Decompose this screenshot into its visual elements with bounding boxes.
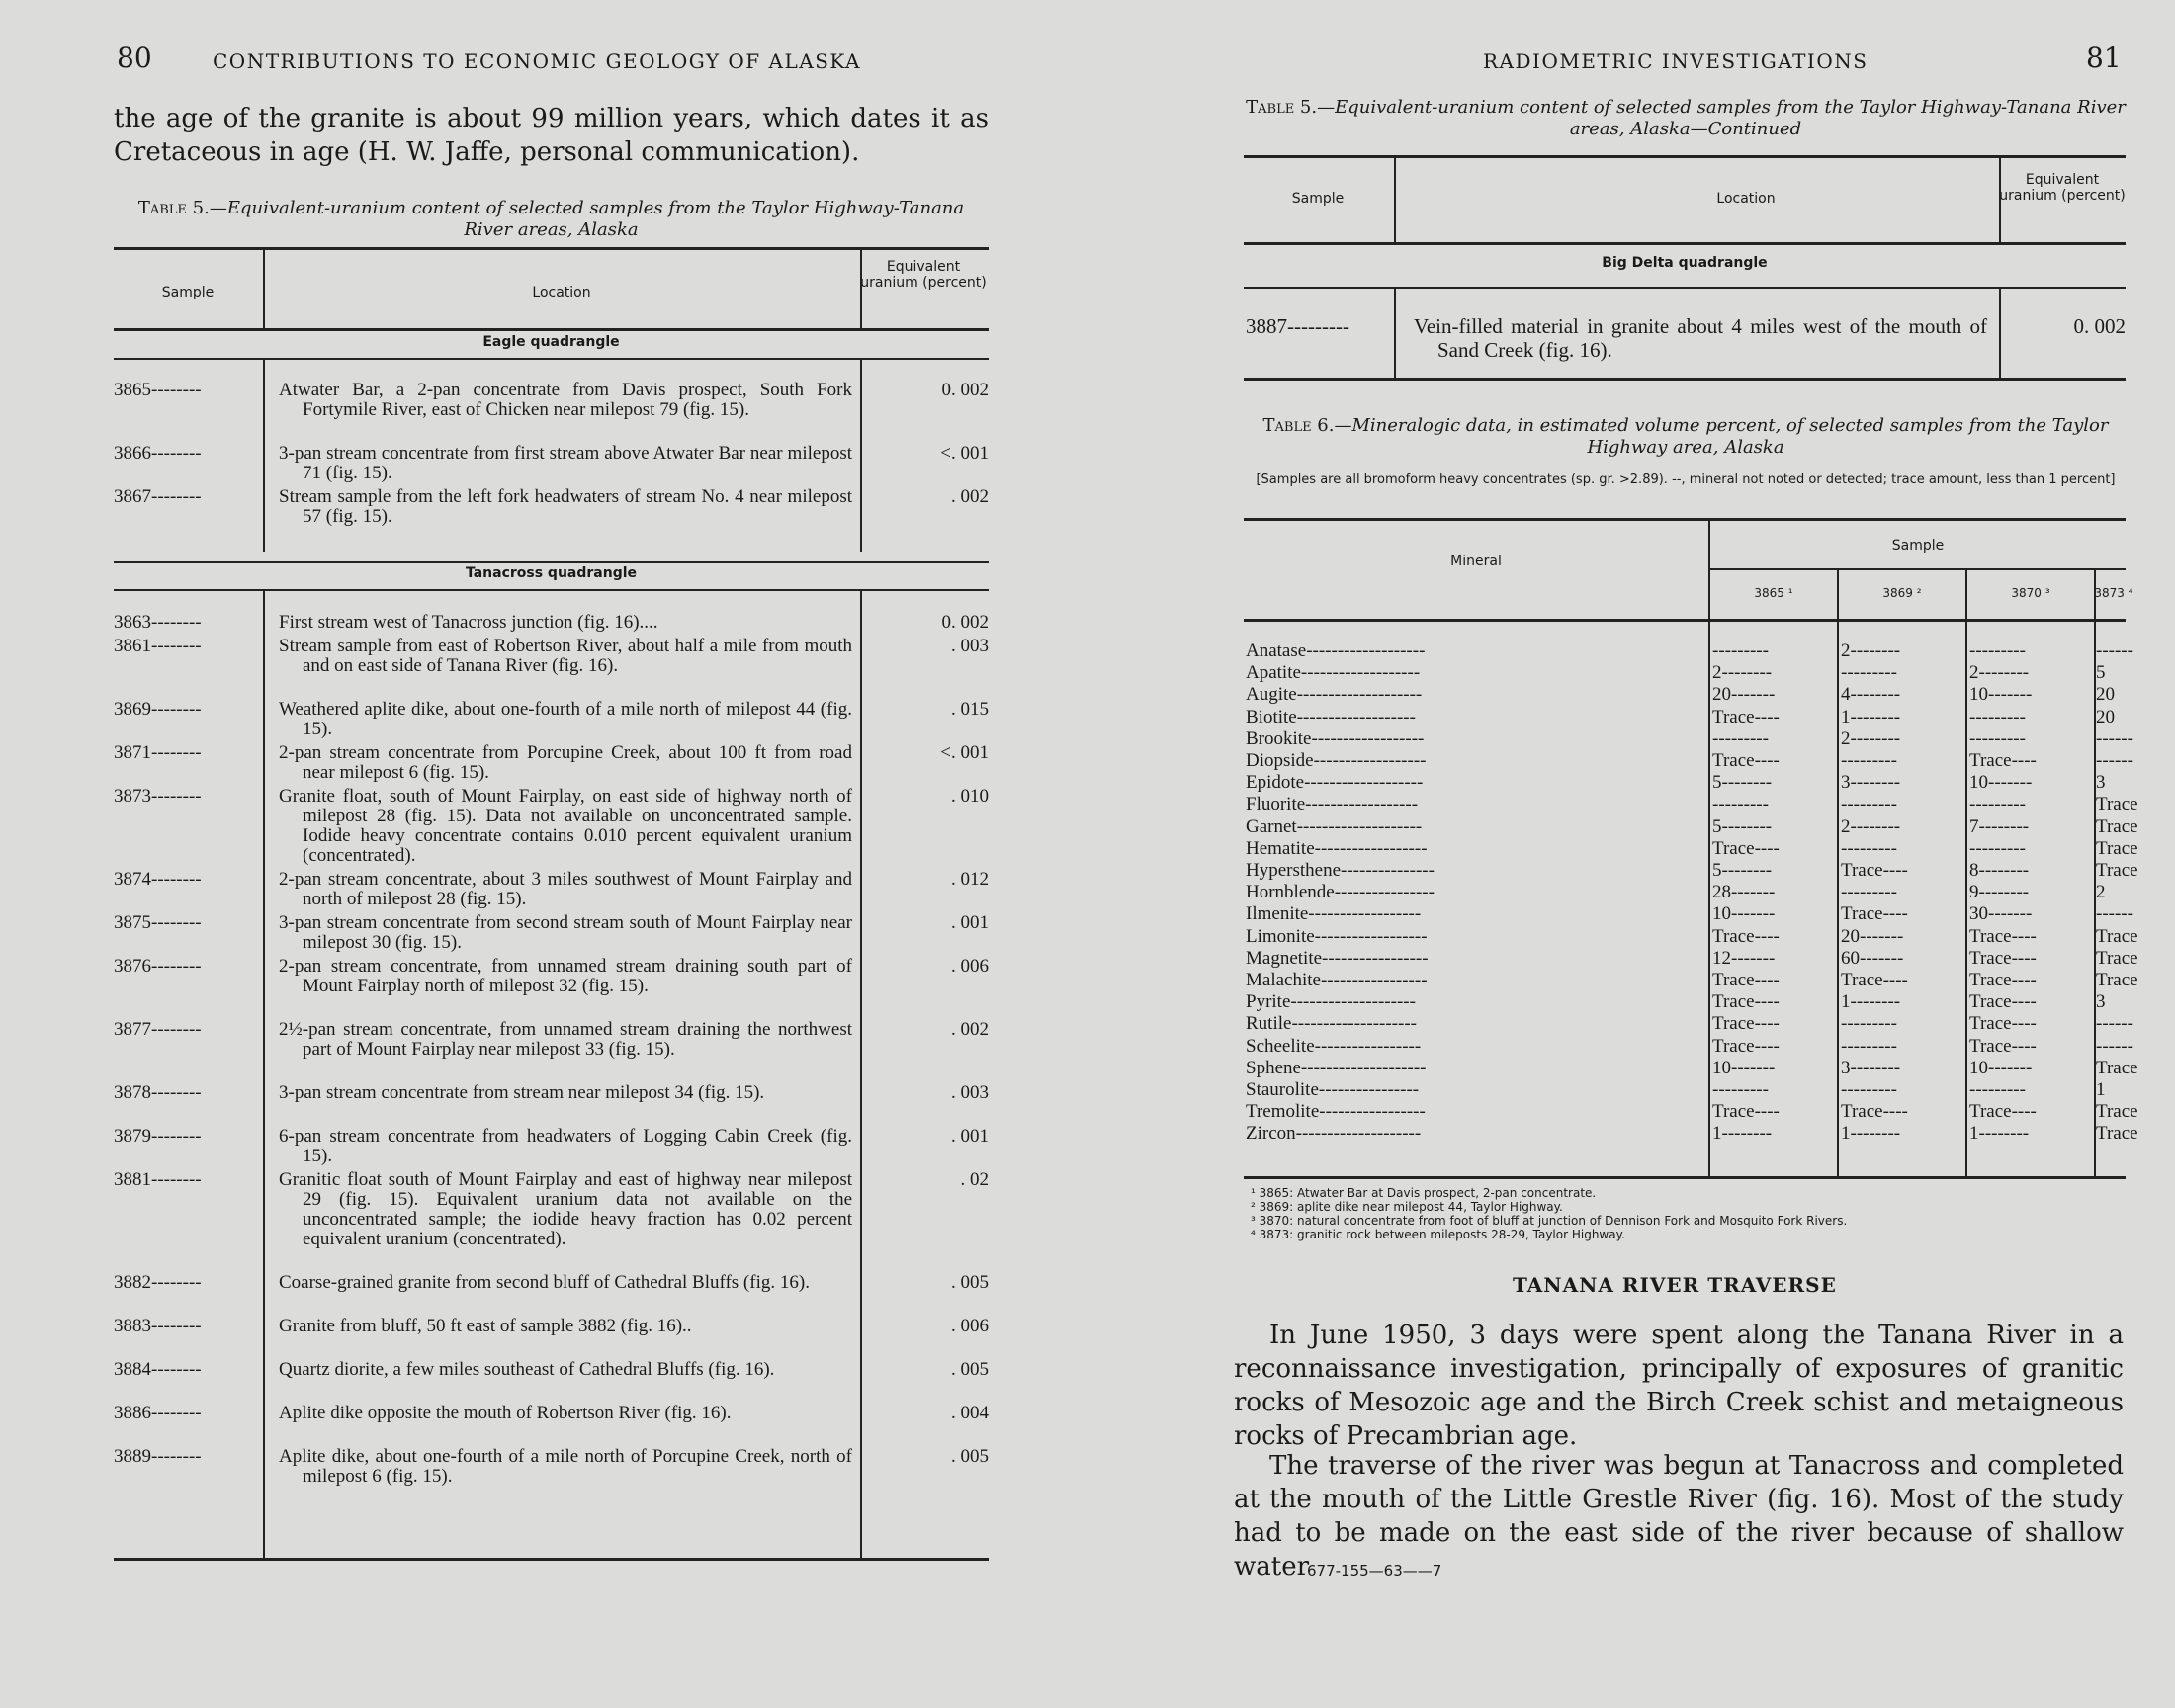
footnote: ² 3869: aplite dike near milepost 44, Taylor Highway.: [1251, 1200, 1563, 1214]
sample-id: 3867--------: [114, 486, 202, 507]
location-text: 3-pan stream concentrate from stream near milepost 34 (fig. 15).: [279, 1082, 765, 1103]
mineral-name: Brookite------------------: [1246, 727, 1425, 749]
mineral-value: 20-------: [1841, 925, 1904, 947]
paragraph-1: In June 1950, 3 days were spent along the Tanana River in a reconnaissance investigation, principally of exposures of granitic rocks of Mesozoic age and the Birch Creek schist and metaigneous rocks of Precambrian age.: [1234, 1321, 2124, 1451]
table-bottom-rule: [1244, 1176, 2126, 1179]
section-big-delta: Big Delta quadrangle: [1602, 255, 1768, 271]
section-rule: [114, 589, 989, 591]
mineral-value: 3--------: [1841, 1057, 1901, 1078]
mineral-value: ------: [2096, 640, 2133, 661]
mineral-value: ---------: [1712, 1079, 1769, 1100]
location-text: Quartz diorite, a few miles southeast of Cathedral Bluffs (fig. 16).: [279, 1359, 775, 1380]
location-text: 2-pan stream concentrate from Porcupine Creek, about 100 ft from road near milepost 6 (fig. 15).: [279, 742, 852, 783]
location-text-content: Vein-filled material in granite about 4 miles west of the mouth of Sand Creek (fig. 16).: [1414, 314, 1987, 362]
mineral-value: 1: [2096, 1079, 2106, 1100]
mineral-value: ---------: [1841, 662, 1897, 684]
sample-id: 3884--------: [114, 1359, 202, 1380]
value-text: 0. 002: [941, 380, 989, 400]
mineral-value: 4--------: [1841, 684, 1901, 706]
right-page: [1088, 0, 2175, 1708]
sample-id: 3878--------: [114, 1082, 202, 1103]
mineral-value: Trace----: [1969, 970, 2037, 990]
table-bottom-rule: [1244, 378, 2126, 381]
mineral-name: Diopside------------------: [1246, 750, 1427, 771]
mineral-name: Hornblende----------------: [1246, 882, 1435, 903]
value-text: . 003: [951, 1082, 989, 1103]
mineral-row: [1246, 772, 2126, 794]
mineral-value: Trace----: [1969, 750, 2037, 771]
mineral-value: Trace: [2096, 794, 2138, 815]
table5-continued-caption: [1246, 97, 2126, 140]
value-text: . 003: [951, 636, 989, 656]
table5-continued-caption-text: —Equivalent-uranium content of selected samples from the Taylor Highway-Tanana River areas, Alaska—Continued: [1317, 97, 2126, 139]
value-text: . 001: [951, 1126, 989, 1147]
col-divider: [860, 589, 862, 1558]
mineral-value: 2: [2096, 882, 2106, 903]
mineral-value: 10-------: [1712, 903, 1776, 925]
sample-id-text: 3887: [1246, 314, 1287, 338]
mineral-value: 10-------: [1969, 772, 2033, 794]
mineral-value: Trace: [2096, 947, 2138, 969]
table-top-rule: [114, 247, 989, 250]
location-text: Granite from bluff, 50 ft east of sample 3882 (fig. 16)..: [279, 1316, 692, 1336]
sample-id: 3887---------: [1246, 314, 1349, 338]
mineral-name: Augite--------------------: [1246, 684, 1423, 706]
col-divider: [1394, 287, 1396, 378]
mineral-name: Limonite------------------: [1246, 925, 1428, 947]
section-tanacross: Tanacross quadrangle: [465, 565, 638, 581]
running-head: CONTRIBUTIONS TO ECONOMIC GEOLOGY OF ALASKA: [213, 49, 861, 73]
col-header-3870: 3870 ³: [2011, 586, 2050, 600]
sample-id: 3861--------: [114, 636, 202, 656]
location-text: Granite float, south of Mount Fairplay, on east side of highway north of milepost 28 (fig. 15). Data not available on unconcentrated sample. Iodide heavy concentrate contains 0.010 percent equivalent uranium (concentrated).: [279, 786, 852, 866]
sample-id: 3879--------: [114, 1126, 202, 1147]
mineral-name: Epidote-------------------: [1246, 772, 1424, 794]
mineral-name: Staurolite----------------: [1246, 1079, 1420, 1100]
col-divider: [1999, 155, 2001, 242]
mineral-value: 20-------: [1712, 684, 1776, 706]
mineral-row: [1246, 970, 2138, 991]
col-header-location: Location: [1716, 191, 1776, 207]
mineral-value: 2--------: [1712, 662, 1773, 684]
mineral-value: ---------: [1969, 794, 2026, 815]
table-bottom-rule: [114, 1558, 989, 1561]
mineral-name: Apatite-------------------: [1246, 662, 1421, 684]
col-divider: [263, 247, 265, 328]
value-text: . 005: [951, 1272, 989, 1293]
mineral-value: Trace----: [1712, 1013, 1780, 1035]
mineral-value: 2--------: [1841, 640, 1901, 661]
location-text: Weathered aplite dike, about one-fourth of a mile north of milepost 44 (fig. 15).: [279, 699, 852, 739]
mineral-name: Magnetite-----------------: [1246, 947, 1429, 969]
table6-caption-text: —Mineralogic data, in estimated volume percent, of selected samples from the Taylor Highway area, Alaska: [1334, 415, 2109, 458]
mineral-row: [1246, 815, 2138, 838]
value-text: . 001: [951, 912, 989, 933]
mineral-value: Trace: [2096, 1057, 2138, 1078]
running-head: RADIOMETRIC INVESTIGATIONS: [1483, 49, 1869, 73]
mineral-row: [1246, 707, 2126, 728]
mineral-name: Hematite------------------: [1246, 837, 1428, 859]
mineral-row: [1246, 1035, 2133, 1058]
mineral-row: [1246, 882, 2126, 903]
sample-id: 3873--------: [114, 786, 202, 807]
mineral-row: [1246, 684, 2126, 706]
mineral-row: [1246, 837, 2138, 860]
mineral-value: Trace: [2096, 970, 2138, 990]
col-header-value: Equivalent uranium (percent): [860, 259, 987, 291]
mineral-value: Trace----: [1712, 837, 1780, 859]
col-header-3869: 3869 ²: [1882, 586, 1922, 600]
mineral-row: [1246, 947, 2138, 970]
mineral-value: 3: [2096, 772, 2106, 794]
mineral-value: ---------: [1841, 1079, 1897, 1100]
mineral-row: [1246, 727, 2133, 750]
mineral-row: [1246, 991, 2126, 1013]
mineral-row: [1246, 1101, 2138, 1123]
paragraph-2: The traverse of the river was begun at Tanacross and completed at the mouth of the Little Grestle River (fig. 16). Most of the study had to be made on the east side of the river because of shallow water: [1234, 1451, 2124, 1581]
location-text: First stream west of Tanacross junction (fig. 16)....: [279, 612, 658, 633]
col-header-sample: Sample: [161, 285, 215, 300]
value-text: . 010: [951, 786, 989, 807]
value-text: 0. 002: [941, 612, 989, 633]
mineral-value: Trace: [2096, 925, 2138, 947]
sample-id: 3877--------: [114, 1019, 202, 1040]
mineral-value: Trace----: [1969, 1101, 2037, 1123]
footnote: ³ 3870: natural concentrate from foot of bluff at junction of Dennison Fork and Mosquito Fork Rivers.: [1251, 1214, 1848, 1228]
value-text: . 005: [951, 1359, 989, 1380]
value-text: . 015: [951, 699, 989, 720]
sample-id: 3875--------: [114, 912, 202, 933]
mineral-value: Trace----: [1712, 970, 1780, 990]
mineral-value: 20: [2096, 706, 2115, 727]
mineral-value: ------: [2096, 727, 2133, 749]
mineral-value: Trace----: [1969, 991, 2037, 1013]
mineral-value: ---------: [1712, 794, 1769, 815]
col-divider: [263, 589, 265, 1558]
mineral-name: Ilmenite------------------: [1246, 903, 1422, 925]
section-eagle: Eagle quadrangle: [482, 334, 620, 350]
location-text: 2-pan stream concentrate, from unnamed stream draining south part of Mount Fairplay north of milepost 32 (fig. 15).: [279, 956, 852, 996]
sample-id: 3874--------: [114, 869, 202, 890]
mineral-value: 60-------: [1841, 947, 1904, 969]
mineral-value: Trace: [2096, 1101, 2138, 1123]
mineral-name: Pyrite--------------------: [1246, 991, 1416, 1013]
footnote: ⁴ 3873: granitic rock between mileposts 28-29, Taylor Highway.: [1251, 1228, 1625, 1241]
page-number: 81: [2086, 42, 2122, 74]
section-rule: [114, 358, 989, 360]
mineral-value: ------: [2096, 1013, 2133, 1035]
header-bottom-rule: [1244, 619, 2126, 622]
mineral-value: ---------: [1969, 727, 2026, 749]
value-text: . 006: [951, 956, 989, 977]
mineral-value: 9--------: [1969, 882, 2030, 903]
mineral-value: 5--------: [1712, 860, 1773, 881]
mineral-value: Trace----: [1969, 1013, 2037, 1035]
mineral-row: [1246, 1057, 2138, 1079]
location-text: Aplite dike, about one-fourth of a mile north of Porcupine Creek, north of milepost 6 (fig. 15).: [279, 1446, 852, 1487]
mineral-value: ---------: [1712, 640, 1769, 661]
mineral-name: Tremolite-----------------: [1246, 1101, 1426, 1123]
mineral-value: ------: [2096, 1035, 2133, 1057]
mineral-name: Anatase-------------------: [1246, 640, 1426, 661]
mineral-value: ---------: [1969, 640, 2026, 661]
table6-note: [Samples are all bromoform heavy concentrates (sp. gr. >2.89). --, mineral not noted or detected; trace amount, less than 1 percent]: [1256, 472, 2116, 487]
location-text: 6-pan stream concentrate from headwaters of Logging Cabin Creek (fig. 15).: [279, 1126, 852, 1166]
mineral-value: ---------: [1841, 837, 1897, 859]
mineral-value: 2--------: [1841, 815, 1901, 837]
mineral-value: 8--------: [1969, 860, 2030, 881]
mineral-value: 10-------: [1712, 1057, 1776, 1078]
location-text: Coarse-grained granite from second bluff of Cathedral Bluffs (fig. 16).: [279, 1272, 810, 1293]
mineral-row: [1246, 750, 2133, 772]
mineral-value: ---------: [1969, 837, 2026, 859]
mineral-value: 2--------: [1841, 727, 1901, 749]
mineral-value: ---------: [1841, 794, 1897, 815]
table5-caption-text: —Equivalent-uranium content of selected samples from the Taylor Highway-Tanana River areas, Alaska: [209, 198, 965, 240]
value-text: 0. 002: [2073, 314, 2126, 338]
location-text: Granitic float south of Mount Fairplay and east of highway near milepost 29 (fig. 15). Equivalent uranium data not available on the unconcentrated sample; the iodide heavy fraction has 0.02 percent equivalent uranium (concentrated).: [279, 1169, 852, 1249]
sample-id: 3889--------: [114, 1446, 202, 1467]
location-text: 3-pan stream concentrate from second stream south of Mount Fairplay near milepost 30 (fig. 15).: [279, 912, 852, 953]
location-text: 2-pan stream concentrate, about 3 miles southwest of Mount Fairplay and north of milepost 28 (fig. 15).: [279, 869, 852, 909]
sample-id: 3866--------: [114, 443, 202, 464]
sample-id: 3865--------: [114, 380, 202, 400]
mineral-name: Garnet--------------------: [1246, 815, 1423, 837]
col-divider: [860, 247, 862, 328]
mineral-value: ---------: [1712, 727, 1769, 749]
col-divider: [860, 358, 862, 552]
mineral-value: 7--------: [1969, 815, 2030, 837]
mineral-value: Trace----: [1841, 1101, 1908, 1123]
sample-id: 3882--------: [114, 1272, 202, 1293]
mineral-row: [1246, 1123, 2138, 1145]
mineral-value: 1--------: [1841, 1123, 1901, 1145]
value-text: . 002: [951, 486, 989, 507]
header-bottom-rule: [114, 328, 989, 331]
location-text: 3-pan stream concentrate from first stream above Atwater Bar near milepost 71 (fig. 15).: [279, 443, 852, 483]
sample-id: 3883--------: [114, 1316, 202, 1336]
value-text: <. 001: [940, 742, 989, 763]
mineral-value: 20: [2096, 684, 2115, 706]
mineral-value: Trace----: [1841, 903, 1908, 925]
table-top-rule: [1244, 155, 2126, 158]
mineral-value: Trace: [2096, 860, 2138, 881]
col-header-3865: 3865 ¹: [1754, 586, 1793, 600]
col-divider: [1999, 287, 2001, 378]
table-top-rule: [1244, 518, 2126, 521]
col-header-value: Equivalent uranium (percent): [1999, 172, 2126, 204]
mineral-value: Trace: [2096, 837, 2138, 859]
mineral-value: 5--------: [1712, 815, 1773, 837]
mineral-row: [1246, 794, 2138, 815]
table5-continued-caption-lead: Table 5.: [1246, 97, 1318, 118]
mineral-value: 1--------: [1841, 706, 1901, 727]
location-text: Stream sample from east of Robertson River, about half a mile from mouth and on east side of Tanana River (fig. 16).: [279, 636, 852, 676]
mineral-value: 1--------: [1969, 1123, 2030, 1145]
location-text: 2½-pan stream concentrate, from unnamed stream draining the northwest part of Mount Fairplay near milepost 33 (fig. 15).: [279, 1019, 852, 1060]
printer-folio: 677-155—63——7: [1307, 1562, 1442, 1580]
table5-caption-lead: Table 5.: [137, 198, 210, 218]
mineral-value: Trace----: [1841, 860, 1908, 881]
sample-id: 3876--------: [114, 956, 202, 977]
value-text: <. 001: [940, 443, 989, 464]
sample-id: 3871--------: [114, 742, 202, 763]
mineral-value: Trace----: [1712, 925, 1780, 947]
table5-caption: [114, 198, 989, 241]
value-text: . 004: [951, 1403, 989, 1423]
section-heading: TANANA RIVER TRAVERSE: [1513, 1273, 1837, 1297]
col-header-sample: Sample: [1291, 191, 1345, 207]
mineral-name: Biotite-------------------: [1246, 706, 1416, 727]
mineral-value: 1--------: [1841, 991, 1901, 1013]
table6-caption: [1246, 415, 2126, 459]
mineral-value: ---------: [1841, 1035, 1897, 1057]
mineral-value: 28-------: [1712, 882, 1776, 903]
mineral-name: Sphene--------------------: [1246, 1057, 1427, 1078]
mineral-value: 5: [2096, 662, 2106, 684]
col-divider: [263, 358, 265, 552]
header-bottom-rule: [1244, 242, 2126, 245]
mineral-value: 3: [2096, 991, 2106, 1013]
mineral-value: 2--------: [1969, 662, 2030, 684]
page-number: 80: [117, 42, 152, 74]
mineral-row: [1246, 640, 2133, 662]
mineral-row: [1246, 1079, 2126, 1101]
value-text: . 012: [951, 869, 989, 890]
mineral-value: Trace: [2096, 1123, 2138, 1145]
location-text: Aplite dike opposite the mouth of Robertson River (fig. 16).: [279, 1403, 732, 1423]
mineral-value: Trace----: [1969, 925, 2037, 947]
col-header-mineral: Mineral: [1450, 554, 1502, 569]
mineral-value: ------: [2096, 750, 2133, 771]
mineral-name: Zircon--------------------: [1246, 1123, 1422, 1145]
mineral-value: ---------: [1841, 882, 1897, 903]
mineral-value: 10-------: [1969, 1057, 2033, 1078]
sample-id: 3869--------: [114, 699, 202, 720]
col-header-location: Location: [532, 285, 591, 300]
mineral-value: ---------: [1969, 706, 2026, 727]
section-rule: [1244, 287, 2126, 289]
mineral-row: [1246, 1013, 2133, 1035]
intro-paragraph: the age of the granite is about 99 million years, which dates it as Cretaceous in age (H. W. Jaffe, personal communication).: [114, 104, 989, 167]
mineral-value: ---------: [1841, 750, 1897, 771]
mineral-value: Trace----: [1712, 750, 1780, 771]
mineral-value: 10-------: [1969, 684, 2033, 706]
mineral-value: Trace----: [1712, 1101, 1780, 1123]
col-header-sample-group: Sample: [1891, 538, 1945, 554]
mineral-value: 5--------: [1712, 772, 1773, 794]
table6-caption-lead: Table 6.: [1262, 415, 1335, 436]
mineral-name: Scheelite-----------------: [1246, 1035, 1422, 1057]
value-text: . 006: [951, 1316, 989, 1336]
value-text: . 002: [951, 1019, 989, 1040]
sample-id: 3863--------: [114, 612, 202, 633]
mineral-value: Trace: [2096, 815, 2138, 837]
location-text: Atwater Bar, a 2-pan concentrate from Davis prospect, South Fork Fortymile River, east of Chicken near milepost 79 (fig. 15).: [279, 380, 852, 420]
mineral-name: Malachite-----------------: [1246, 970, 1428, 990]
mineral-value: ------: [2096, 903, 2133, 925]
mineral-value: 12-------: [1712, 947, 1776, 969]
sample-id: 3886--------: [114, 1403, 202, 1423]
mineral-name: Fluorite------------------: [1246, 794, 1419, 815]
mineral-value: 30-------: [1969, 903, 2033, 925]
mineral-value: Trace----: [1712, 1035, 1780, 1057]
mineral-value: Trace----: [1841, 970, 1908, 990]
mineral-row: [1246, 925, 2138, 948]
value-text: . 02: [960, 1169, 989, 1190]
mineral-value: ---------: [1969, 1079, 2026, 1100]
mineral-name: Hypersthene---------------: [1246, 860, 1435, 881]
value-text: . 005: [951, 1446, 989, 1467]
section-rule: [114, 561, 989, 563]
mineral-value: Trace----: [1969, 1035, 2037, 1057]
mineral-value: Trace----: [1712, 991, 1780, 1013]
mineral-row: [1246, 903, 2133, 925]
location-text: Stream sample from the left fork headwaters of stream No. 4 near milepost 57 (fig. 15).: [279, 486, 852, 527]
mineral-value: Trace----: [1712, 706, 1780, 727]
location-text: [1414, 314, 1987, 362]
mineral-value: 3--------: [1841, 772, 1901, 794]
sample-id: 3881--------: [114, 1169, 202, 1190]
mineral-row: [1246, 860, 2138, 882]
mineral-value: Trace----: [1969, 947, 2037, 969]
mineral-value: 1--------: [1712, 1123, 1773, 1145]
col-divider: [1394, 155, 1396, 242]
col-header-3873: 3873 ⁴: [2094, 586, 2133, 600]
mineral-row: [1246, 662, 2126, 684]
subheader-rule: [1710, 568, 2126, 570]
mineral-value: ---------: [1841, 1013, 1897, 1035]
mineral-name: Rutile--------------------: [1246, 1013, 1417, 1035]
footnote: ¹ 3865: Atwater Bar at Davis prospect, 2-pan concentrate.: [1251, 1186, 1597, 1200]
